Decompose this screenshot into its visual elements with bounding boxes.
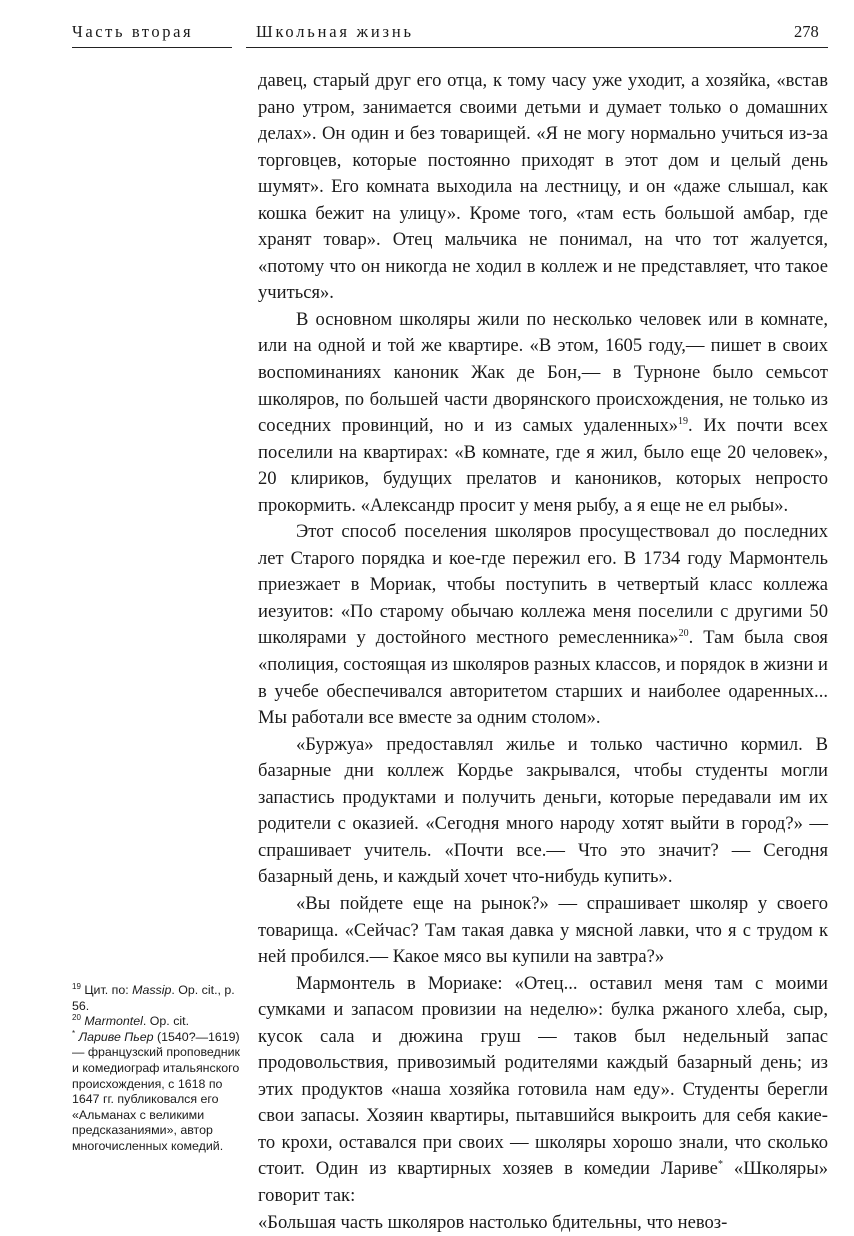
- footnotes: [72, 983, 244, 1155]
- paragraph-3: [258, 519, 828, 731]
- chapter-title: Школьная жизнь: [256, 22, 414, 41]
- footnote-ref-20: 20: [678, 628, 689, 640]
- footnote-20: [72, 1014, 244, 1030]
- paragraph-6-tail: «Школяры» говорит так:: [258, 1158, 829, 1206]
- paragraph-6-text: Мармонтель в Мориаке: «Отец... оставил меня там с моими сумками и запасом провизии на неделю»: булка ржаного хлеба, сыр, кусок сала и дюжина груш — таков был недельный запас продовольствия, привозимый родителями каждый базарный день; из этих продуктов «наша хозяйка готовила нам еду». Студенты берегли свои запасы. Хозяин квартиры, пытавшийся выкроить для себя какие-то крохи, оставался при своих — школяры хорошо знали, что сколько стоит. Один из квартирных хозяев в комедии Лариве: [258, 972, 828, 1180]
- paragraph-1: давец, старый друг его отца, к тому часу уже уходит, а хозяйка, «встав рано утром, занимается своими детьми и думает только о домашних делах». Он один и без товарищей. «Я не могу нормально учиться из-за торговцев, которые постоянно приходят в этот дом и целый день шумят». Его комната выходила на лестницу, и он «даже слышал, как кошка бежит на улицу». Кроме того, «там есть большой амбар, где хранят товар». Отец мальчика не понимал, на что тот жалуется, «потому что он никогда не ходил в коллеж и не представляет, что такое учиться».: [258, 70, 828, 304]
- footnote-star-text: (1540?—1619) — французский проповедник и комедиограф итальянского происхождения, с 1618 по 1647 гг. публиковался его «Альманах с великими предсказаниями», автор многочисленных комедий.: [72, 1029, 240, 1153]
- footnote-19-pre: Цит. по:: [84, 983, 133, 997]
- footnote-ref-star: *: [717, 1159, 723, 1171]
- footnote-star-name: Лариве Пьер: [78, 1029, 154, 1044]
- paragraph-3-tail: . Там была своя «полиция, состоящая из школяров разных классов, и порядок в жизни и в учебе обеспечивался авторитетом старших и наиболее одаренных... Мы работали все вместе за одним столом».: [258, 627, 828, 729]
- paragraph-3-text: Этот способ поселения школяров просуществовал до последних лет Старого порядка и кое-где пережил его. В 1734 году Мармонтель приезжает в Мориак, чтобы поступить в четвертый класс коллежа иезуитов: «По старому обычаю коллежа меня поселили с другими 50 школярами у достойного местного ремесленника»: [258, 521, 828, 649]
- footnote-19-mark: 19: [72, 981, 81, 991]
- footnote-star-mark: *: [72, 1028, 76, 1038]
- paragraph-5: «Вы пойдете еще на рынок?» — спрашивает школяр у своего товарища. «Сейчас? Там такая давка у мясной лавки, что я с трудом к ней пробился.— Какое мясо вы купили на завтра?»: [258, 892, 828, 968]
- footnote-19-post: . Op. cit., p. 56.: [72, 983, 235, 1013]
- header-rule-gap: [232, 42, 246, 52]
- paragraph-4: «Буржуа» предоставлял жилье и только частично кормил. В базарные дни коллеж Кордье закрывался, чтобы студенты могли запастись продуктами и получить деньги, которые передавали им их родители с оказией. «Сегодня много народу хотят выйти в город?» — спрашивает учитель. «Почти все.— Что это значит? — Сегодня базарный день, и каждый хочет что-нибудь купить».: [258, 733, 828, 888]
- footnote-20-author: Marmontel: [84, 1014, 143, 1029]
- paragraph-2: [258, 307, 828, 519]
- paragraph-2-text: В основном школяры жили по несколько человек или в комнате, или на одной и той же квартире. «В этом, 1605 году,— пишет в своих воспоминаниях каноник Жак де Бон,— в Турноне было семьсот школяров, по большей части дворянского происхождения, не только из соседних провинций, но и из самых удаленных»: [258, 308, 828, 437]
- paragraph-6: [258, 971, 828, 1210]
- header-rule: [72, 47, 828, 48]
- footnote-20-mark: 20: [72, 1013, 81, 1023]
- footnote-star: [72, 1030, 244, 1155]
- paragraph-7: «Большая часть школяров настолько бдительны, что невоз-: [258, 1211, 728, 1233]
- page-number: 278: [794, 22, 819, 41]
- paragraph-2-tail: . Их почти всех поселили на квартирах: «В комнате, где я жил, было еще 20 человек», 20 клириков, будущих прелатов и каноников, которых непросто прокормить. «Александр просит у меня рыбу, а я еще не ел рыбы».: [258, 415, 828, 516]
- running-header: [0, 22, 854, 48]
- footnote-19-author: Massip: [132, 983, 172, 997]
- footnote-ref-19: 19: [678, 415, 689, 427]
- part-title: Часть вторая: [72, 22, 194, 41]
- footnote-20-post: . Op. cit.: [142, 1014, 190, 1029]
- footnote-19: [72, 983, 244, 1014]
- main-text: [258, 68, 828, 1236]
